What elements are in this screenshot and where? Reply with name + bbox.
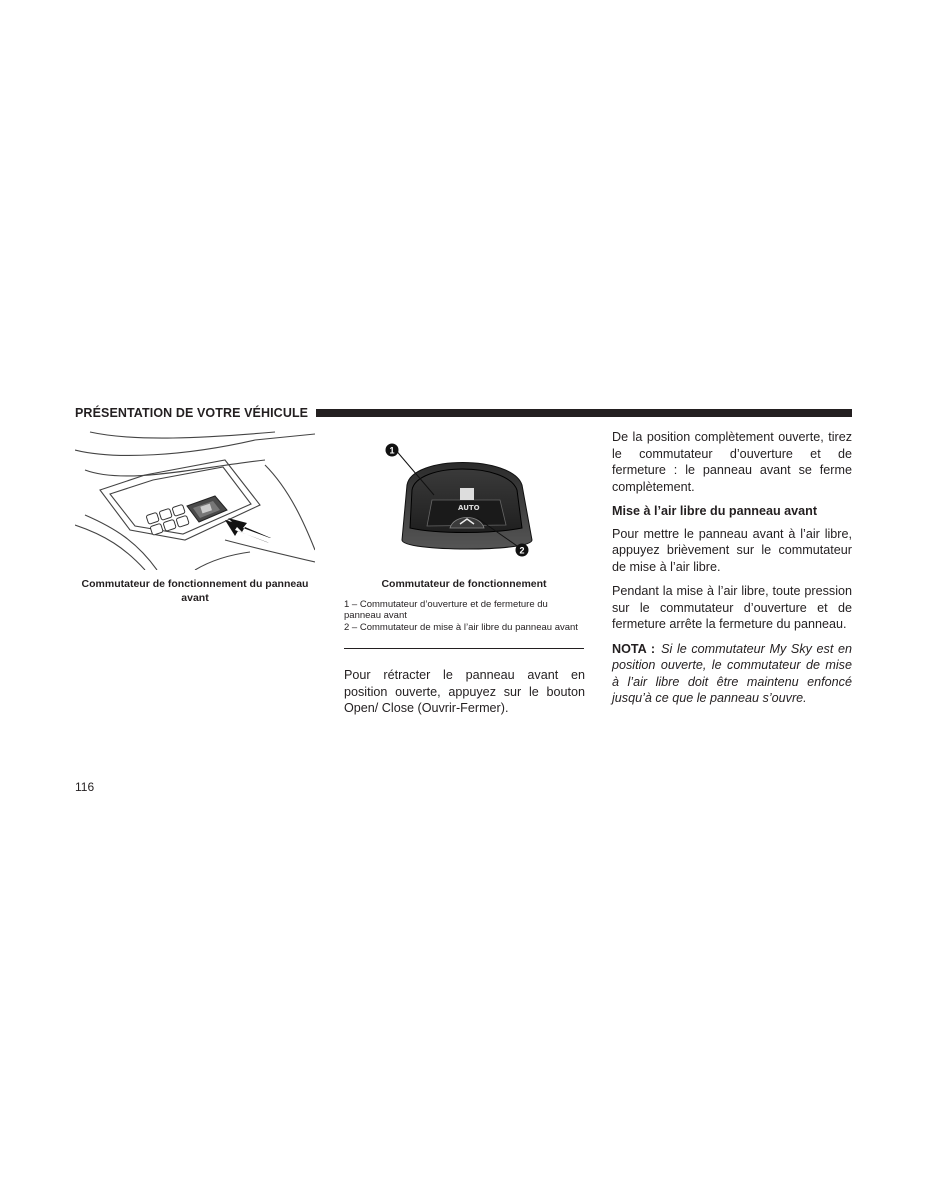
paragraph: De la position complètement ouverte, tirez le commutateur d’ouverture et de fermeture : le panneau avant se ferme complètement. — [612, 430, 852, 494]
paragraph: Pendant la mise à l’air libre, toute pression sur le commutateur d’ouverture et de fermeture arrête la fermeture du panneau. — [612, 584, 852, 631]
auto-label: AUTO — [458, 504, 480, 512]
figure2-legend — [344, 599, 584, 634]
column2-paragraph: Pour rétracter le panneau avant en position ouverte, appuyez sur le bouton Open/ Close (Ouvrir-Fermer). — [344, 668, 585, 715]
sunroof-switch-illustration — [372, 440, 552, 565]
column3 — [612, 429, 852, 715]
legend-item: 2 – Commutateur de mise à l’air libre du panneau avant — [344, 622, 578, 633]
page-number: 116 — [75, 780, 95, 794]
legend-divider — [344, 648, 584, 649]
paragraph: Pour mettre le panneau avant à l’air libre, appuyez brièvement sur le commutateur de mise à l’air libre. — [612, 526, 852, 574]
legend-item: 1 – Commutateur d’ouverture et de fermeture du panneau avant — [344, 599, 548, 621]
figure2-caption: Commutateur de fonctionnement — [381, 578, 547, 590]
note-label: NOTA : — [612, 641, 656, 656]
note-text: Si le commutateur My Sky est en position ouverte, le commutateur de mise à l’air libre doit être maintenu enfoncé jusqu’à ce que le panneau s’ouvre. — [612, 641, 852, 705]
callout-1: 1 — [389, 445, 395, 456]
section-header — [75, 405, 852, 421]
section-title: PRÉSENTATION DE VOTRE VÉHICULE — [75, 406, 309, 420]
overhead-console-illustration — [75, 430, 315, 570]
figure1-caption: Commutateur de fonctionnement du panneau avant — [81, 578, 309, 604]
callout-2: 2 — [519, 545, 525, 556]
section-heading: Mise à l’air libre du panneau avant — [612, 504, 818, 518]
note — [612, 641, 852, 707]
header-rule — [316, 409, 852, 417]
